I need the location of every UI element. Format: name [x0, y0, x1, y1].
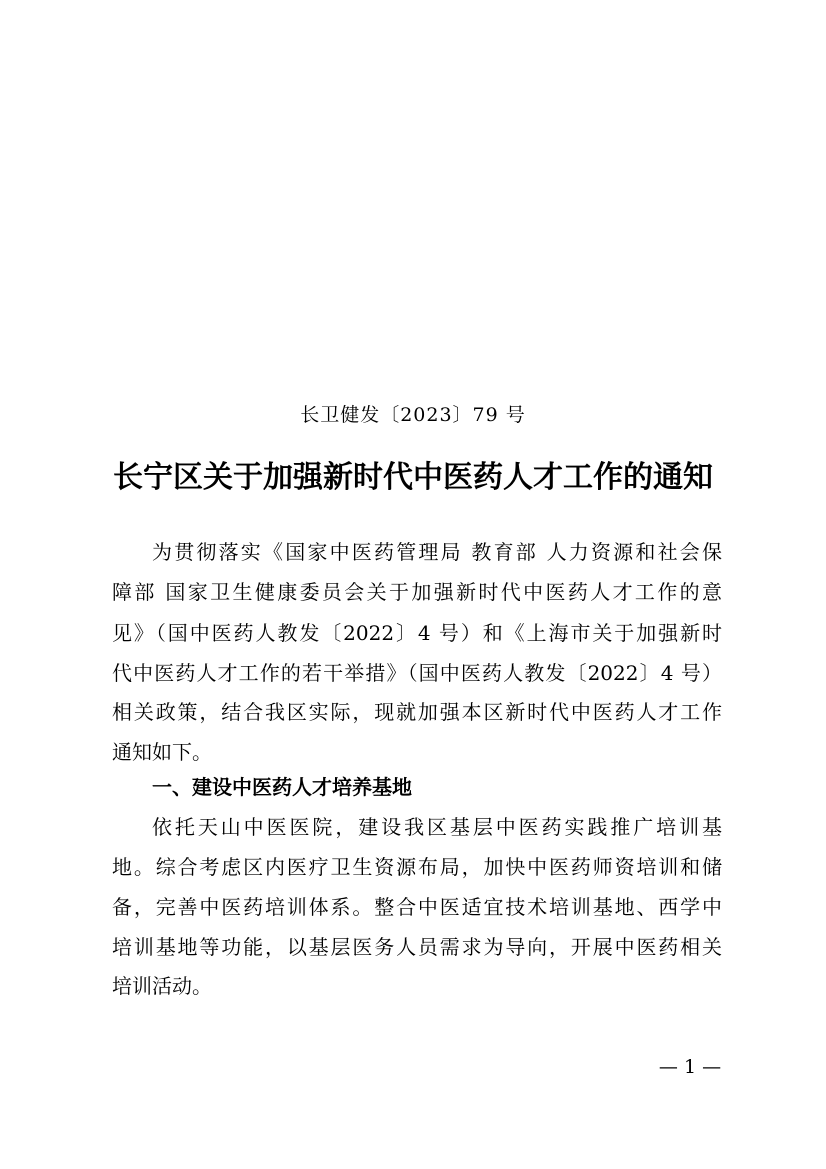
paragraph-line: 备，完善中医药培训体系。整合中医适宜技术培训基地、西学中	[112, 895, 722, 919]
paragraph-line: 代中医药人才工作的若干举措》（国中医药人教发〔2022〕4 号）	[112, 661, 722, 685]
page-number: — 1 —	[658, 1056, 722, 1078]
paragraph-line: 为贯彻落实《国家中医药管理局 教育部 人力资源和社会保	[152, 540, 722, 564]
paragraph-line: 见》（国中医药人教发〔2022〕4 号）和《上海市关于加强新时	[112, 621, 722, 645]
paragraph-line: 地。综合考虑区内医疗卫生资源布局，加快中医药师资培训和储	[112, 855, 722, 879]
section-heading: 一、建设中医药人才培养基地	[152, 775, 412, 799]
paragraph-line: 培训基地等功能，以基层医务人员需求为导向，开展中医药相关	[112, 935, 722, 959]
document-number: 长卫健发〔2023〕79 号	[300, 404, 526, 426]
paragraph-line: 依托天山中医医院，建设我区基层中医药实践推广培训基	[152, 815, 722, 839]
paragraph-line: 障部 国家卫生健康委员会关于加强新时代中医药人才工作的意	[112, 580, 722, 604]
paragraph-line: 相关政策，结合我区实际，现就加强本区新时代中医药人才工作	[112, 700, 722, 724]
document-title: 长宁区关于加强新时代中医药人才工作的通知	[113, 460, 713, 495]
paragraph-line: 通知如下。	[112, 740, 212, 764]
paragraph-line: 培训活动。	[112, 974, 212, 998]
